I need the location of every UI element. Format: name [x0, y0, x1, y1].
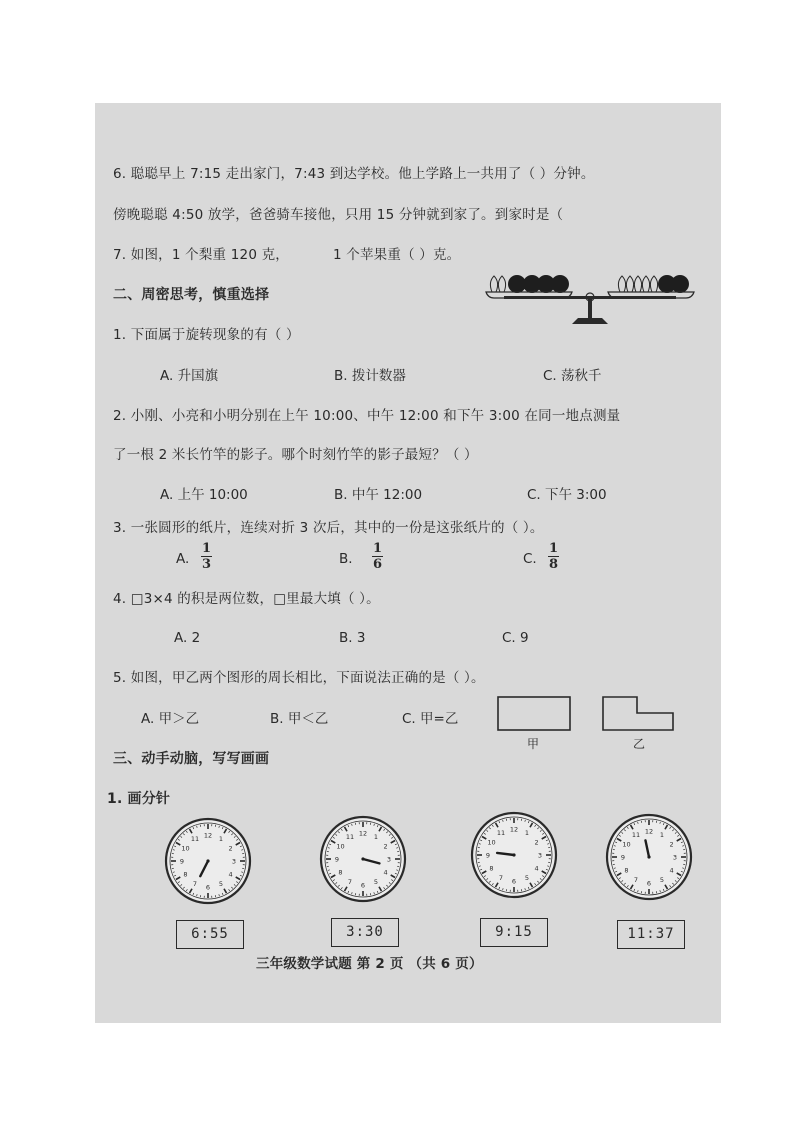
clock-numeral: 4: [669, 866, 674, 875]
clock-numeral: 9: [620, 853, 626, 862]
clock-numeral: 9: [179, 857, 185, 866]
clock-numeral: 10: [622, 840, 631, 849]
clock-time-box-2: 3:30: [331, 918, 399, 947]
clock-face-3: [469, 810, 559, 900]
q7-part2: 1 个苹果重（ ）克。: [333, 247, 461, 263]
section3-heading: 三、动手动脑，写写画画: [113, 751, 270, 767]
clock-center-pin: [206, 859, 209, 862]
clock-numeral: 2: [669, 840, 674, 849]
fraction-numerator: 1: [549, 541, 559, 556]
clock-numeral: 4: [534, 864, 539, 873]
q6-line1: 6. 聪聪早上 7:15 走出家门，7:43 到达学校。他上学路上一共用了（ ）分钟。: [113, 166, 595, 182]
clock-numeral: 10: [336, 842, 345, 851]
clock-numeral: 9: [334, 855, 340, 864]
s2-q5-option-c[interactable]: C. 甲=乙: [402, 711, 459, 727]
clock-numeral: 9: [485, 851, 491, 860]
shape-label-jia: 甲: [527, 737, 540, 751]
clock-numeral: 10: [181, 844, 190, 853]
clock-numeral: 4: [383, 868, 388, 877]
q7-part1: 7. 如图，1 个梨重 120 克，: [113, 247, 290, 263]
fraction-denominator: 6: [373, 557, 383, 572]
clock-numeral: 6: [511, 877, 517, 886]
clock-numeral: 8: [183, 870, 188, 879]
clock-numeral: 6: [360, 881, 366, 890]
s2-q4-option-a[interactable]: A. 2: [174, 630, 201, 646]
clock-numeral: 2: [228, 844, 233, 853]
s2-q4-option-c[interactable]: C. 9: [502, 630, 529, 646]
clock-numeral: 8: [624, 866, 629, 875]
balance-scale-figure: [484, 262, 696, 326]
s2-q1-option-b[interactable]: B. 拨计数器: [334, 368, 406, 384]
s2-q1-stem: 1. 下面属于旋转现象的有（ ）: [113, 327, 300, 343]
s2-q2-option-b[interactable]: B. 中午 12:00: [334, 487, 423, 503]
s2-q3-option-b-fraction: [372, 541, 383, 572]
clock-numeral: 11: [190, 834, 200, 843]
clock-face-1: [163, 816, 253, 906]
clock-numeral: 11: [496, 828, 506, 837]
clock-numeral: 3: [537, 851, 543, 860]
clock-numeral: 3: [672, 853, 678, 862]
clock-numeral: 1: [524, 828, 530, 837]
clock-numeral: 5: [659, 876, 665, 885]
clock-numeral: 7: [498, 874, 504, 883]
clock-numeral: 5: [524, 874, 530, 883]
s2-q4-stem: 4. □3×4 的积是两位数，□里最大填（ ）。: [113, 591, 380, 607]
clock-numeral: 12: [509, 825, 519, 834]
section3-sub-heading: 1. 画分针: [107, 791, 171, 807]
clock-numeral: 8: [338, 868, 343, 877]
s2-q3-option-a-letter[interactable]: A.: [176, 551, 190, 567]
fraction-denominator: 8: [549, 557, 559, 572]
clock-numeral: 8: [489, 864, 494, 873]
clock-numeral: 6: [205, 883, 211, 892]
clock-numeral: 6: [646, 879, 652, 888]
s2-q1-option-c[interactable]: C. 荡秋千: [543, 368, 602, 384]
s2-q5-stem: 5. 如图，甲乙两个图形的周长相比，下面说法正确的是（ ）。: [113, 670, 485, 686]
fraction-numerator: 1: [202, 541, 212, 556]
clock-numeral: 5: [373, 878, 379, 887]
clock-numeral: 7: [192, 880, 198, 889]
fraction-denominator: 3: [202, 557, 212, 572]
clock-numeral: 12: [203, 831, 213, 840]
clock-numeral: 12: [644, 827, 654, 836]
clock-numeral: 10: [487, 838, 496, 847]
clock-numeral: 4: [228, 870, 233, 879]
clock-numeral: 2: [534, 838, 539, 847]
s2-q3-option-c-letter[interactable]: C.: [523, 551, 537, 567]
clock-numeral: 7: [347, 878, 353, 887]
clock-numeral: 11: [345, 832, 355, 841]
s2-q1-option-a[interactable]: A. 升国旗: [160, 368, 219, 384]
clock-center-pin: [512, 853, 515, 856]
s2-q2-stem-line2: 了一根 2 米长竹竿的影子。哪个时刻竹竿的影子最短？（ ）: [113, 447, 478, 463]
s2-q3-option-c-fraction: [548, 541, 559, 572]
fraction-numerator: 1: [373, 541, 383, 556]
clock-numeral: 5: [218, 880, 224, 889]
clock-center-pin: [647, 855, 650, 858]
s2-q2-option-a[interactable]: A. 上午 10:00: [160, 487, 248, 503]
clock-face-4: [604, 812, 694, 902]
s2-q4-option-b[interactable]: B. 3: [339, 630, 366, 646]
q6-line2: 傍晚聪聪 4:50 放学，爸爸骑车接他，只用 15 分钟就到家了。到家时是（: [113, 207, 564, 223]
clock-time-box-1: 6:55: [176, 920, 244, 949]
clock-numeral: 3: [386, 855, 392, 864]
perimeter-shapes-figure: [497, 695, 677, 735]
clock-time-box-4: 11:37: [617, 920, 685, 949]
shape-label-yi: 乙: [633, 737, 646, 751]
clock-time-box-3: 9:15: [480, 918, 548, 947]
s2-q3-option-b-letter[interactable]: B.: [339, 551, 353, 567]
s2-q5-option-b[interactable]: B. 甲＜乙: [270, 711, 329, 727]
clock-numeral: 11: [631, 830, 641, 839]
s2-q3-option-a-fraction: [201, 541, 212, 572]
clock-center-pin: [361, 857, 364, 860]
s2-q5-option-a[interactable]: A. 甲＞乙: [141, 711, 200, 727]
clock-numeral: 1: [659, 830, 665, 839]
clock-numeral: 7: [633, 876, 639, 885]
clock-numeral: 3: [231, 857, 237, 866]
page-footer: 三年级数学试题 第 2 页 （共 6 页）: [256, 956, 483, 972]
clock-numeral: 1: [373, 832, 379, 841]
s2-q2-stem-line1: 2. 小刚、小亮和小明分别在上午 10:00、中午 12:00 和下午 3:00 在同一地点测量: [113, 408, 621, 424]
section2-heading: 二、周密思考，慎重选择: [113, 287, 270, 303]
clock-face-2: [318, 814, 408, 904]
clock-numeral: 12: [358, 829, 368, 838]
clock-numeral: 1: [218, 834, 224, 843]
s2-q3-stem: 3. 一张圆形的纸片，连续对折 3 次后，其中的一份是这张纸片的（ ）。: [113, 520, 544, 536]
s2-q2-option-c[interactable]: C. 下午 3:00: [527, 487, 607, 503]
clock-numeral: 2: [383, 842, 388, 851]
